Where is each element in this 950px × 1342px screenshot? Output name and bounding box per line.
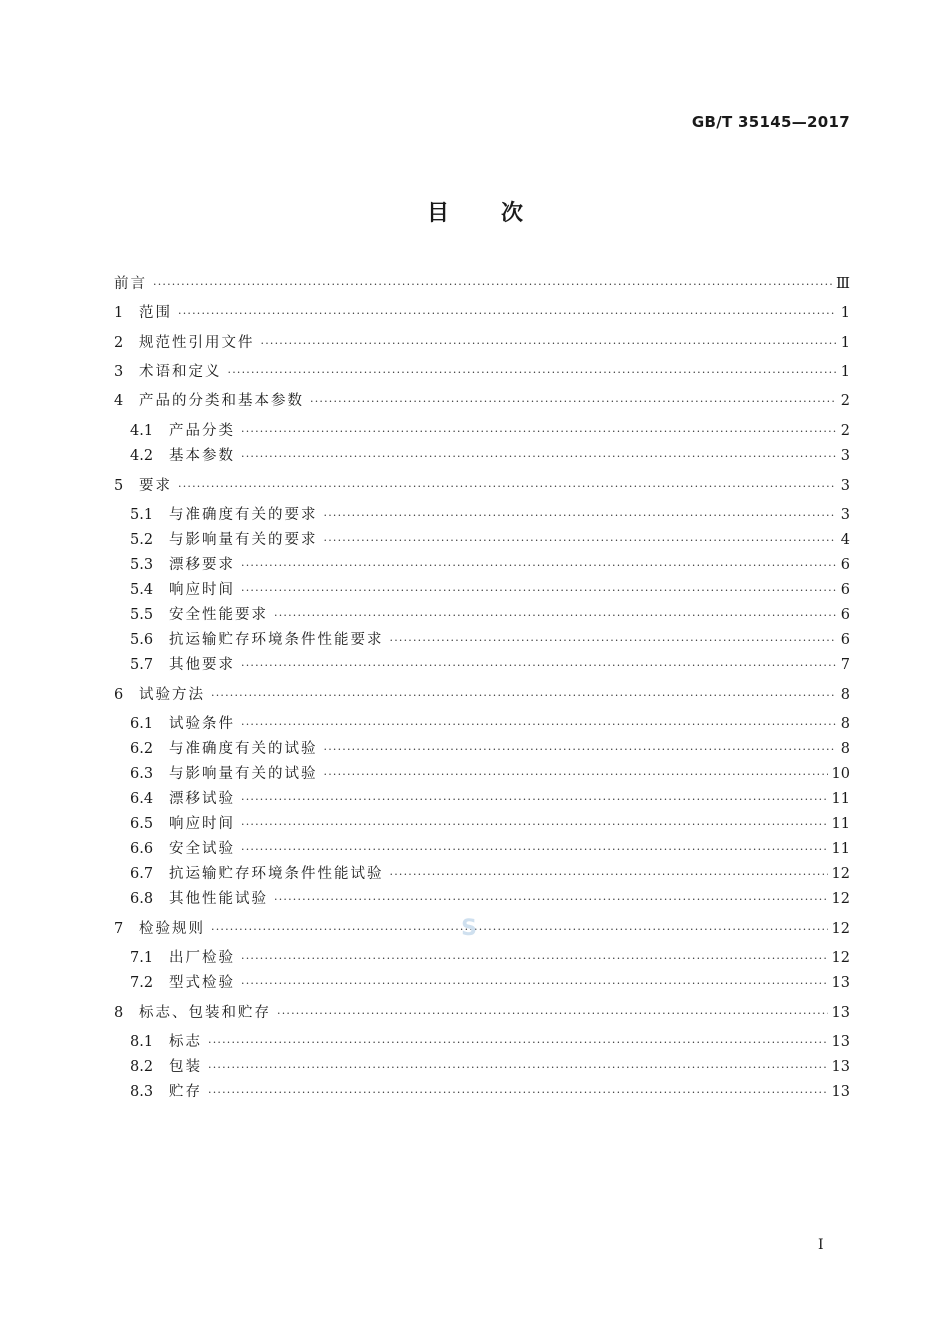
toc-entry[interactable] [130, 948, 850, 968]
toc-entry[interactable] [114, 685, 850, 705]
toc-dot-leader [241, 840, 828, 860]
toc-entry-title: 与影响量有关的要求 [169, 532, 318, 548]
toc-entry-title: 试验条件 [169, 716, 235, 732]
toc-entry-page: 3 [840, 478, 850, 494]
toc-dot-leader [241, 974, 828, 994]
toc-entry-title: 抗运输贮存环境条件性能要求 [169, 632, 384, 648]
toc-entry-number: 6.4 [130, 791, 154, 807]
toc-entry-number: 7.1 [130, 950, 154, 966]
toc-entry[interactable] [130, 446, 850, 466]
toc-entry-number: 5.5 [130, 607, 154, 623]
toc-dot-leader [241, 715, 836, 735]
toc-entry-number: 6 [114, 687, 124, 703]
toc-entry-number: 5.2 [130, 532, 154, 548]
toc-dot-leader [211, 920, 828, 940]
toc-entry[interactable] [130, 555, 850, 575]
toc-entry-title: 漂移要求 [169, 557, 235, 573]
toc-entry[interactable] [130, 655, 850, 675]
toc-entry[interactable] [130, 764, 850, 784]
toc-dot-leader [261, 334, 837, 354]
toc-entry-page: 13 [831, 1005, 850, 1021]
toc-entry-title: 要求 [139, 478, 172, 494]
toc-entry[interactable] [130, 421, 850, 441]
toc-entry-title: 前言 [114, 276, 147, 292]
toc-entry-number: 1 [114, 305, 124, 321]
toc-entry-page: 7 [840, 657, 850, 673]
toc-dot-leader [241, 581, 836, 601]
toc-entry-page: 3 [840, 507, 850, 523]
toc-entry-title: 与准确度有关的试验 [169, 741, 318, 757]
toc-entry-page: 8 [840, 687, 850, 703]
toc-entry-page: 11 [831, 816, 850, 832]
toc-entry[interactable] [114, 274, 850, 294]
toc-dot-leader [241, 422, 836, 442]
toc-entry[interactable] [130, 864, 850, 884]
toc-entry[interactable] [130, 973, 850, 993]
toc-entry-title: 抗运输贮存环境条件性能试验 [169, 866, 384, 882]
toc-dot-leader [241, 815, 828, 835]
toc-entry-title: 响应时间 [169, 816, 235, 832]
toc-entry[interactable] [130, 1057, 850, 1077]
toc-entry[interactable] [114, 303, 850, 323]
toc-entry-number: 6.6 [130, 841, 154, 857]
toc-entry-title: 漂移试验 [169, 791, 235, 807]
toc-entry-number: 5.1 [130, 507, 154, 523]
toc-entry-number: 8.3 [130, 1084, 154, 1100]
toc-entry-page: 8 [840, 741, 850, 757]
toc-entry-page: 3 [840, 448, 850, 464]
toc-dot-leader [241, 656, 836, 676]
toc-entry[interactable] [114, 362, 850, 382]
toc-entry-number: 6.2 [130, 741, 154, 757]
toc-entry-title: 基本参数 [169, 448, 235, 464]
toc-entry-page: 6 [840, 607, 850, 623]
toc-entry-number: 8.1 [130, 1034, 154, 1050]
toc-entry[interactable] [114, 476, 850, 496]
toc-entry-title: 安全试验 [169, 841, 235, 857]
toc-entry[interactable] [130, 889, 850, 909]
toc-entry-page: Ⅲ [836, 276, 850, 292]
toc-entry-title: 规范性引用文件 [139, 335, 255, 351]
toc-entry-page: 12 [831, 950, 850, 966]
toc-entry-title: 试验方法 [139, 687, 205, 703]
toc-entry-page: 6 [840, 557, 850, 573]
toc-dot-leader [208, 1033, 828, 1053]
toc-entry[interactable] [130, 1032, 850, 1052]
toc-entry-title: 产品的分类和基本参数 [139, 393, 304, 409]
toc-entry[interactable] [130, 505, 850, 525]
toc-entry[interactable] [114, 333, 850, 353]
toc-entry-page: 11 [831, 841, 850, 857]
toc-entry-number: 7 [114, 921, 124, 937]
toc-dot-leader [208, 1058, 828, 1078]
toc-entry-number: 6.7 [130, 866, 154, 882]
toc-entry-number: 5.4 [130, 582, 154, 598]
toc-entry-title: 包装 [169, 1059, 202, 1075]
toc-entry[interactable] [130, 814, 850, 834]
toc-entry-page: 13 [831, 1084, 850, 1100]
toc-dot-leader [153, 275, 832, 295]
toc-dot-leader [241, 949, 828, 969]
toc-entry-title: 检验规则 [139, 921, 205, 937]
toc-dot-leader [178, 477, 836, 497]
toc-entry[interactable] [130, 580, 850, 600]
toc-dot-leader [324, 740, 837, 760]
toc-entry-number: 2 [114, 335, 124, 351]
toc-entry-title: 响应时间 [169, 582, 235, 598]
toc-entry-number: 4.1 [130, 423, 154, 439]
toc-entry-title: 贮存 [169, 1084, 202, 1100]
toc-entry-number: 6.5 [130, 816, 154, 832]
toc-entry-number: 3 [114, 364, 124, 380]
toc-entry-number: 8 [114, 1005, 124, 1021]
toc-entry-number: 5.3 [130, 557, 154, 573]
standard-code: GB/T 35145—2017 [691, 113, 850, 131]
toc-entry-page: 1 [840, 305, 850, 321]
toc-entry[interactable] [130, 1082, 850, 1102]
toc-entry-page: 12 [831, 866, 850, 882]
toc-entry-title: 型式检验 [169, 975, 235, 991]
toc-dot-leader [324, 531, 837, 551]
toc-dot-leader [241, 556, 836, 576]
toc-dot-leader [310, 392, 836, 412]
toc-entry-page: 1 [840, 364, 850, 380]
toc-entry-number: 6.1 [130, 716, 154, 732]
toc-entry[interactable] [114, 916, 850, 941]
toc-dot-leader [241, 447, 836, 467]
page-number: I [818, 1237, 824, 1253]
toc-entry-title: 标志、包装和贮存 [139, 1005, 271, 1021]
toc-entry-title: 其他性能试验 [169, 891, 268, 907]
toc-entry-page: 8 [840, 716, 850, 732]
toc-entry-title: 范围 [139, 305, 172, 321]
toc-entry[interactable] [130, 630, 850, 650]
toc-entry-page: 12 [831, 921, 850, 937]
toc-entry[interactable] [114, 1003, 850, 1023]
toc-entry[interactable] [130, 739, 850, 759]
toc-dot-leader [390, 631, 837, 651]
page-title: 目次 [426, 201, 575, 226]
toc-entry-title: 安全性能要求 [169, 607, 268, 623]
toc-entry-title: 术语和定义 [139, 364, 222, 380]
toc-dot-leader [324, 765, 828, 785]
toc-entry-title: 产品分类 [169, 423, 235, 439]
toc-entry-number: 7.2 [130, 975, 154, 991]
toc-entry-page: 13 [831, 1034, 850, 1050]
toc-entry-number: 5.6 [130, 632, 154, 648]
toc-dot-leader [178, 304, 836, 324]
toc-dot-leader [241, 790, 828, 810]
toc-dot-leader [324, 506, 837, 526]
toc-entry[interactable] [130, 839, 850, 859]
toc-entry-page: 2 [840, 423, 850, 439]
toc-dot-leader [277, 1004, 828, 1024]
toc-entry-page: 13 [831, 1059, 850, 1075]
toc-entry-page: 6 [840, 632, 850, 648]
toc-dot-leader [274, 890, 828, 910]
toc-dot-leader [274, 606, 836, 626]
toc-entry[interactable] [130, 530, 850, 550]
toc-entry-title: 其他要求 [169, 657, 235, 673]
toc-entry-page: 12 [831, 891, 850, 907]
toc-entry-title: 与影响量有关的试验 [169, 766, 318, 782]
toc-entry-number: 5.7 [130, 657, 154, 673]
toc-entry-title: 出厂检验 [169, 950, 235, 966]
toc-entry-page: 6 [840, 582, 850, 598]
toc-entry-number: 5 [114, 478, 124, 494]
toc-entry-page: 10 [831, 766, 850, 782]
toc-entry-page: 4 [840, 532, 850, 548]
toc-entry-number: 4.2 [130, 448, 154, 464]
toc-entry-page: 1 [840, 335, 850, 351]
watermark-logo: S [461, 916, 477, 941]
toc-entry[interactable] [114, 391, 850, 411]
toc-entry-number: 8.2 [130, 1059, 154, 1075]
toc-entry-page: 11 [831, 791, 850, 807]
toc-dot-leader [208, 1083, 828, 1103]
toc-entry-number: 6.8 [130, 891, 154, 907]
toc-entry-page: 2 [840, 393, 850, 409]
toc-entry-page: 13 [831, 975, 850, 991]
toc-dot-leader [390, 865, 828, 885]
toc-entry-number: 4 [114, 393, 124, 409]
toc-entry[interactable] [130, 605, 850, 625]
toc-entry[interactable] [130, 789, 850, 809]
toc-dot-leader [228, 363, 837, 383]
toc-entry-number: 6.3 [130, 766, 154, 782]
toc-entry-title: 与准确度有关的要求 [169, 507, 318, 523]
toc-entry[interactable] [130, 714, 850, 734]
toc-dot-leader [211, 686, 836, 706]
toc-entry-title: 标志 [169, 1034, 202, 1050]
